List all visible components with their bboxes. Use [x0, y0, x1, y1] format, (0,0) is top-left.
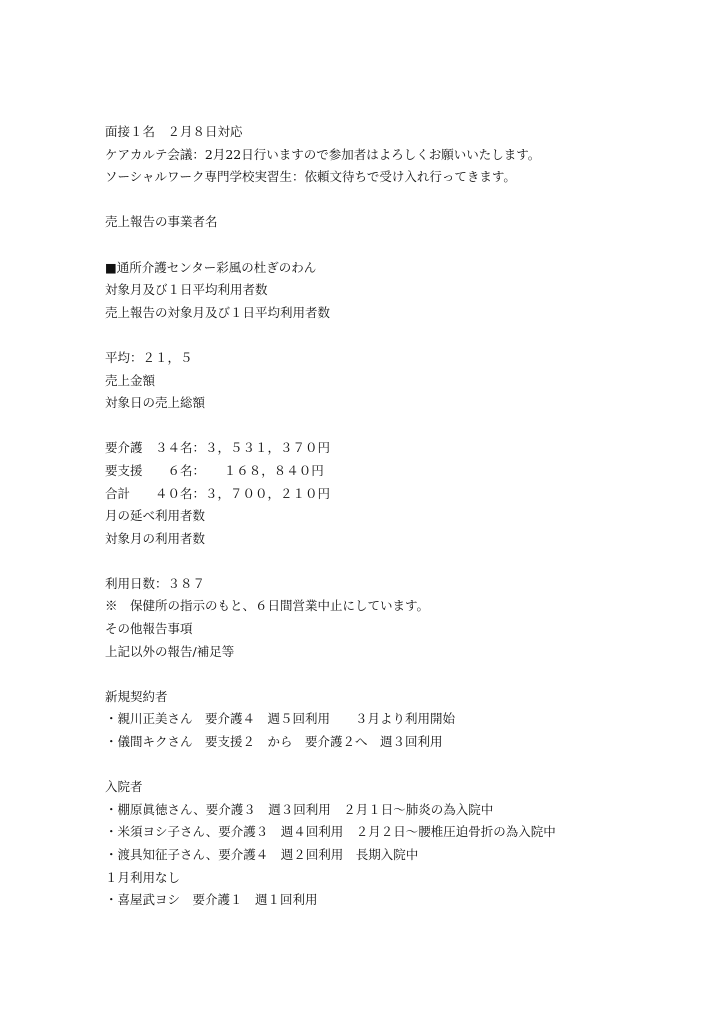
target-month-label: 対象月及び１日平均利用者数	[105, 282, 268, 298]
other-report-label: その他報告事項	[105, 621, 193, 637]
care-conference-line: ケアカルテ会議：2月22日行いますので参加者はよろしくお願いいたします。	[105, 146, 541, 162]
spacer	[105, 234, 705, 257]
breakdown-total: 合計 ４０名：３，７００，２１０円	[105, 485, 331, 501]
list-item: ・儀間キクさん 要支援２ から 要介護２へ 週３回利用	[105, 734, 443, 750]
interview-line: 面接１名 ２月８日対応	[105, 124, 243, 139]
average-users: 平均：２１，５	[105, 349, 193, 365]
trainee-line: ソーシャルワーク専門学校実習生：依頼文待ちで受け入れ行ってきます。	[105, 169, 516, 185]
spacer	[105, 754, 705, 777]
list-item: ・米須ヨシ子さん、要介護３ 週４回利用 ２月２日～腰椎圧迫骨折の為入院中	[105, 824, 556, 840]
sales-report-heading: 売上報告の事業者名	[105, 214, 218, 230]
spacer	[105, 189, 705, 212]
total-users-desc: 対象月の利用者数	[105, 530, 206, 546]
spacer	[105, 324, 705, 347]
list-item: ・喜屋武ヨシ 要介護１ 週１回利用	[105, 892, 318, 908]
spacer	[105, 415, 705, 438]
hospitalized-heading: 入院者	[105, 779, 143, 795]
other-report-desc: 上記以外の報告/補足等	[105, 643, 235, 659]
spacer	[105, 663, 705, 686]
no-use-label: １月利用なし	[105, 869, 181, 885]
spacer	[105, 550, 705, 573]
new-contracts-heading: 新規契約者	[105, 688, 168, 704]
list-item: ・渡具知征子さん、要介護４ 週２回利用 長期入院中	[105, 847, 419, 862]
document-body	[105, 121, 705, 912]
breakdown-care-level: 要介護 ３４名：３，５３１，３７０円	[105, 440, 331, 456]
closure-note: ※ 保健所の指示のもと、６日間営業中止にしています。	[105, 598, 430, 614]
list-item: ・棚原眞徳さん、要介護３ 週３回利用 ２月１日～肺炎の為入院中	[105, 801, 494, 817]
target-month-desc: 売上報告の対象月及び１日平均利用者数	[105, 304, 331, 320]
breakdown-support-level: 要支援 ６名： １６８，８４０円	[105, 462, 324, 478]
facility-name: ■通所介護センター彩風の杜ぎのわん	[105, 259, 317, 275]
usage-days: 利用日数：３８７	[105, 575, 206, 591]
list-item: ・親川正美さん 要介護４ 週５回利用 ３月より利用開始	[105, 711, 456, 727]
sales-amount-desc: 対象日の売上総額	[105, 395, 206, 411]
sales-amount-label: 売上金額	[105, 372, 156, 388]
total-users-label: 月の延べ利用者数	[105, 508, 206, 524]
